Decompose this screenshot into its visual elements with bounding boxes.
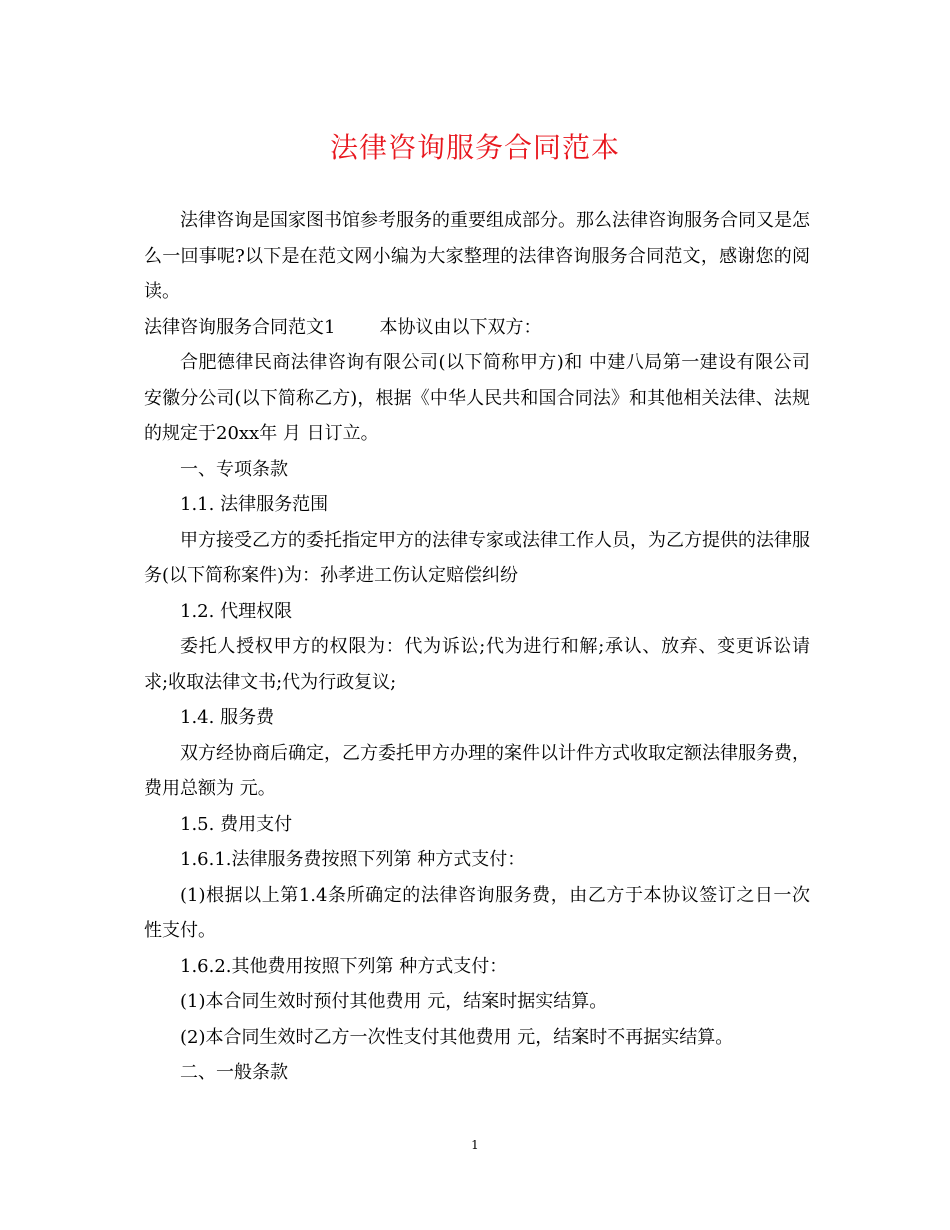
section-heading-general: 二、一般条款 (180, 1062, 288, 1083)
clause-payment-2: 1.6.2.其他费用按照下列第 种方式支付： (180, 955, 508, 977)
clause-payment-1: 1.6.1.法律服务费按照下列第 种方式支付： (180, 849, 526, 870)
parties-intro: 本协议由以下双方： (379, 316, 542, 338)
clause-payment-1-option: (1)根据以上第1.4条所确定的法律咨询服务费，由乙方于本协议签订之日一次性支付。 (144, 884, 810, 941)
clause-heading-fee: 1.4. 服务费 (180, 707, 275, 728)
clause-scope-text: 甲方接受乙方的委托指定甲方的法律专家或法律工作人员，为乙方提供的法律服务(以下简称案件)为：孙孝进工伤认定赔偿纠纷 (144, 529, 810, 586)
sample-heading-line (144, 310, 810, 346)
parties-paragraph: 合肥德律民商法律咨询有限公司(以下简称甲方)和 中建八局第一建设有限公司安徽分公司(以下简称乙方)，根据《中华人民共和国合同法》和其他相关法律、法规的规定于20xx年 月 日订立。 (144, 352, 810, 444)
clause-heading-scope: 1.1. 法律服务范围 (180, 494, 329, 515)
section-heading-special: 一、专项条款 (180, 458, 288, 480)
clause-payment-2-option-2: (2)本合同生效时乙方一次性支付其他费用 元，结案时不再据实结算。 (180, 1026, 734, 1048)
document-body (144, 203, 810, 1091)
clause-fee-text: 双方经协商后确定，乙方委托甲方办理的案件以计件方式收取定额法律服务费，费用总额为 元。 (144, 742, 810, 799)
clause-payment-2-option-1: (1)本合同生效时预付其他费用 元，结案时据实结算。 (180, 991, 608, 1012)
clause-heading-payment: 1.5. 费用支付 (180, 813, 293, 835)
intro-paragraph: 法律咨询是国家图书馆参考服务的重要组成部分。那么法律咨询服务合同又是怎么一回事呢?以下是在范文网小编为大家整理的法律咨询服务合同范文，感谢您的阅读。 (144, 210, 810, 302)
clause-authority-text: 委托人授权甲方的权限为：代为诉讼;代为进行和解;承认、放弃、变更诉讼请求;收取法律文书;代为行政复议; (144, 636, 810, 693)
sample-heading: 法律咨询服务合同范文1 (144, 316, 336, 338)
clause-heading-authority: 1.2. 代理权限 (180, 600, 293, 622)
page-number: 1 (471, 1138, 479, 1152)
document-title: 法律咨询服务合同范本 (329, 131, 620, 164)
